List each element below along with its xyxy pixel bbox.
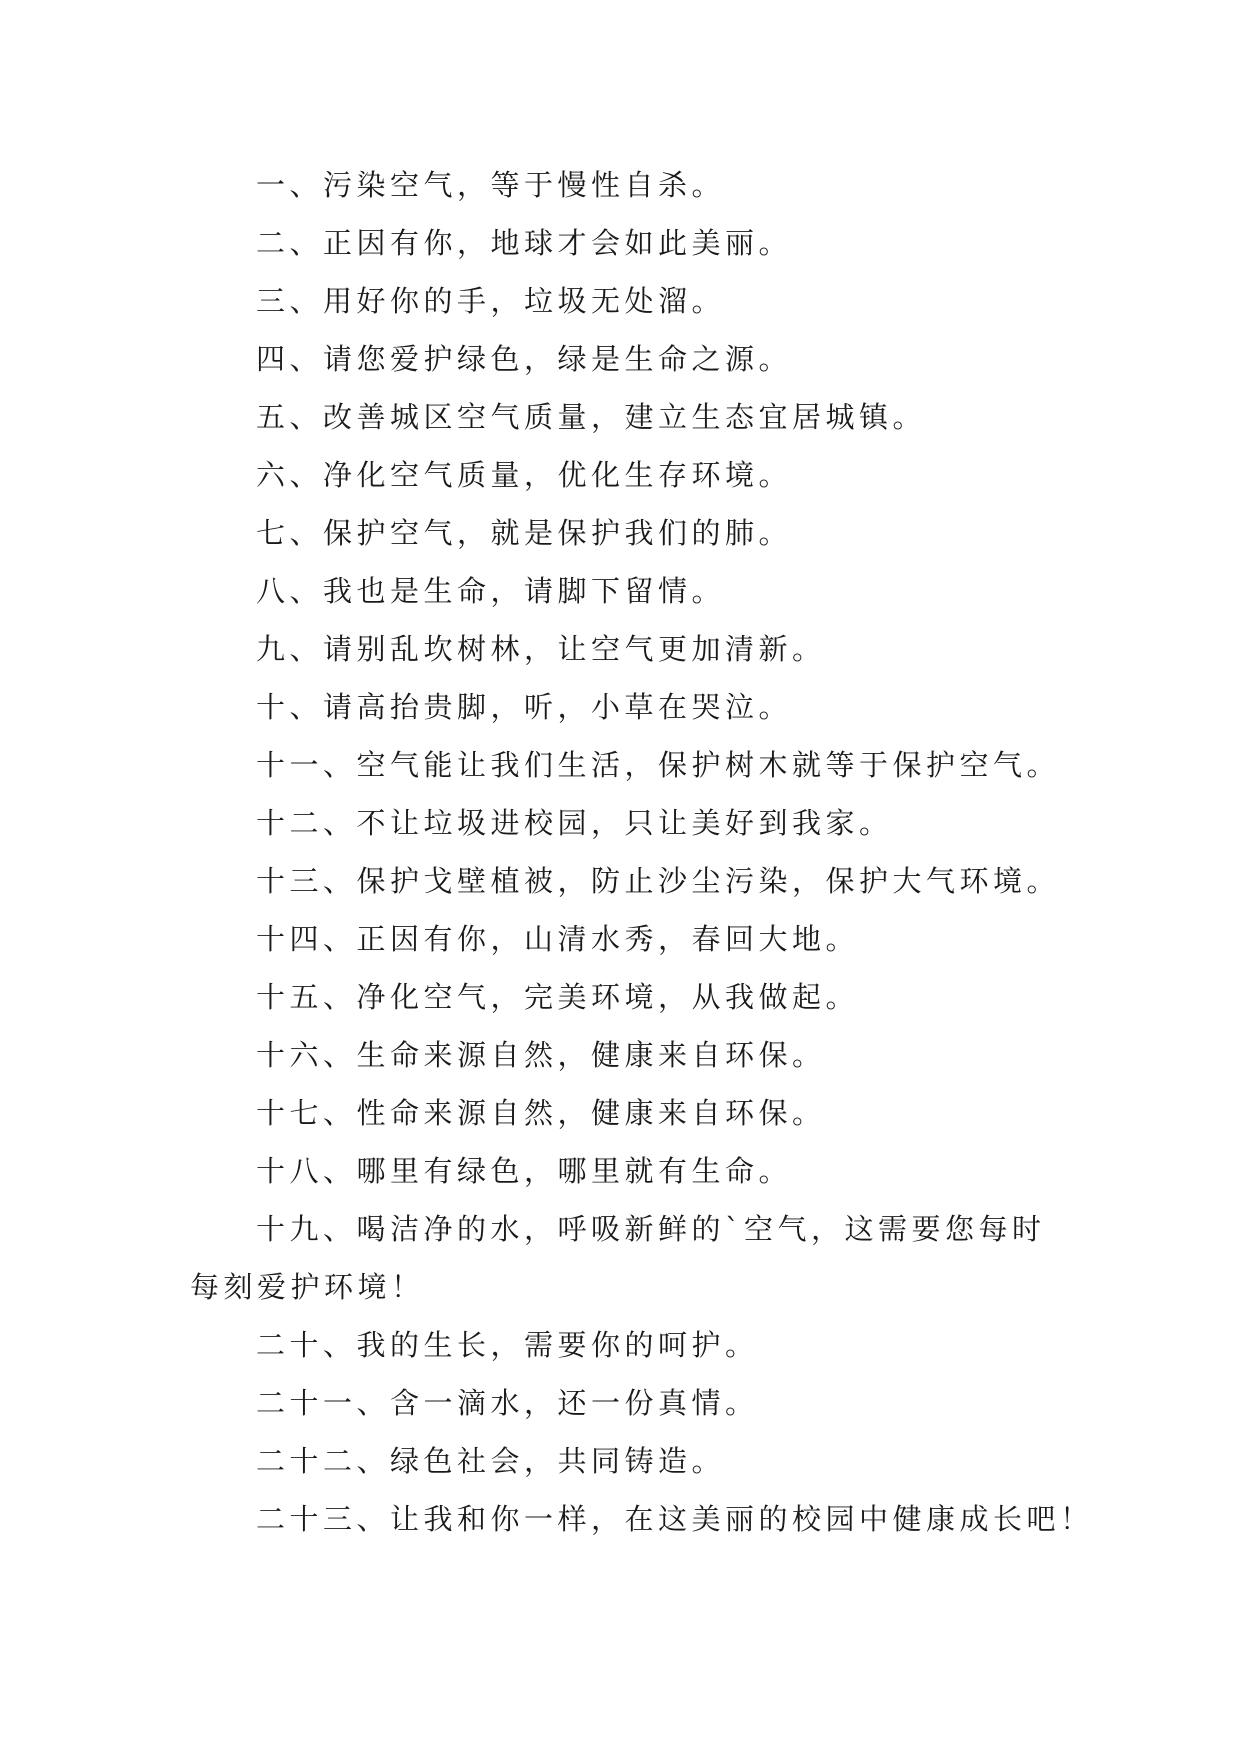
slogan-line-21: 二十一、含一滴水，还一份真情。 (256, 1386, 759, 1420)
slogan-line-7: 七、保护空气，就是保护我们的肺。 (256, 516, 793, 550)
slogan-line-9: 九、请别乱坎树林，让空气更加清新。 (256, 632, 826, 666)
slogan-line-23: 二十三、让我和你一样，在这美丽的校园中健康成长吧！ (256, 1502, 1094, 1536)
slogan-line-11: 十一、空气能让我们生活，保护树木就等于保护空气。 (256, 748, 1061, 782)
slogan-line-22: 二十二、绿色社会，共同铸造。 (256, 1444, 726, 1478)
slogan-line-10: 十、请高抬贵脚，听，小草在哭泣。 (256, 690, 793, 724)
slogan-list (190, 156, 1094, 1548)
slogan-line-16: 十六、生命来源自然，健康来自环保。 (256, 1038, 826, 1072)
slogan-line-15: 十五、净化空气，完美环境，从我做起。 (256, 980, 860, 1014)
slogan-line-3: 三、用好你的手，垃圾无处溜。 (256, 284, 726, 318)
slogan-line-8: 八、我也是生命，请脚下留情。 (256, 574, 726, 608)
slogan-line-17: 十七、性命来源自然，健康来自环保。 (256, 1096, 826, 1130)
slogan-line-14: 十四、正因有你，山清水秀，春回大地。 (256, 922, 860, 956)
slogan-line-19: 十九、喝洁净的水，呼吸新鲜的`空气，这需要您每时每刻爱护环境！ (190, 1212, 1046, 1304)
slogan-line-5: 五、改善城区空气质量，建立生态宜居城镇。 (256, 400, 927, 434)
slogan-line-2: 二、正因有你，地球才会如此美丽。 (256, 226, 793, 260)
slogan-line-20: 二十、我的生长，需要你的呵护。 (256, 1328, 759, 1362)
slogan-line-13: 十三、保护戈壁植被，防止沙尘污染，保护大气环境。 (256, 864, 1061, 898)
slogan-line-18: 十八、哪里有绿色，哪里就有生命。 (256, 1154, 793, 1188)
slogan-line-6: 六、净化空气质量，优化生存环境。 (256, 458, 793, 492)
slogan-line-1: 一、污染空气，等于慢性自杀。 (256, 168, 726, 202)
slogan-line-12: 十二、不让垃圾进校园，只让美好到我家。 (256, 806, 893, 840)
slogan-line-4: 四、请您爱护绿色，绿是生命之源。 (256, 342, 793, 376)
